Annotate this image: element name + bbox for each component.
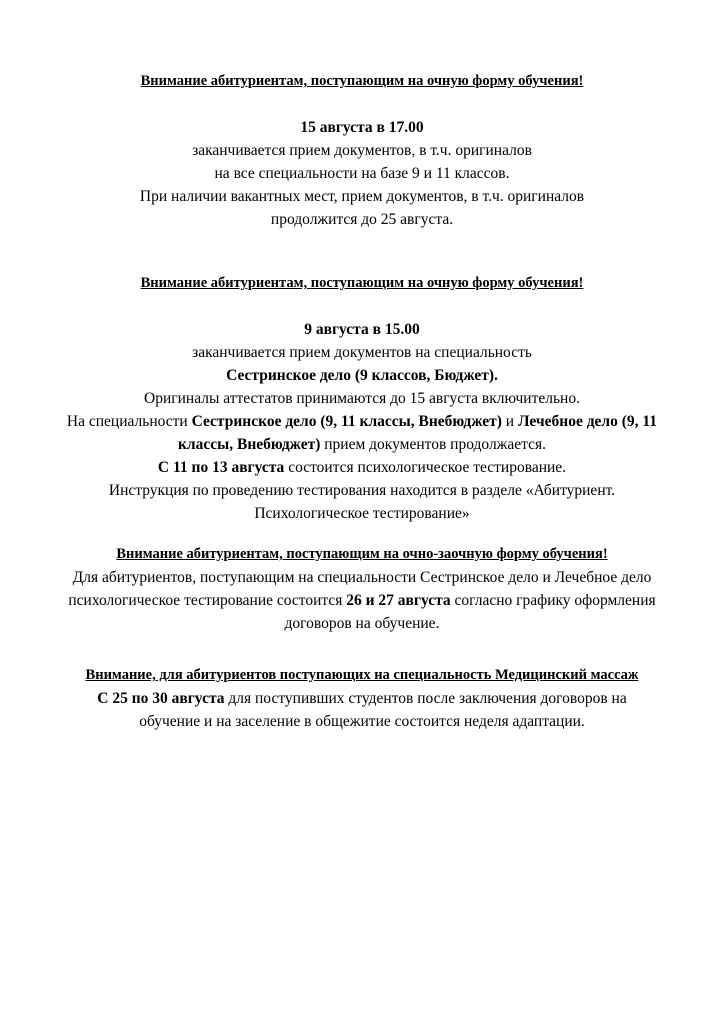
- text-line: При наличии вакантных мест, прием документов, в т.ч. оригиналов: [139, 188, 585, 205]
- section-massage: [30, 664, 694, 733]
- text-line: Для абитуриентов, поступающим на специальности Сестринское дело и Лечебное дело: [72, 569, 652, 586]
- text-line: Инструкция по проведению тестирования находится в разделе «Абитуриент.: [108, 482, 616, 499]
- section-heading: Внимание, для абитуриентов поступающих на специальность Медицинский массаж: [85, 667, 639, 683]
- section-part-time: [30, 543, 694, 635]
- text-line: С 11 по 13 августа состоится психологическое тестирование.: [157, 459, 567, 476]
- section-heading: Внимание абитуриентам, поступающим на очно-заочную форму обучения!: [116, 546, 608, 562]
- text-line: заканчивается прием документов на специальность: [192, 344, 532, 361]
- text-line: На специальности Сестринское дело (9, 11 классы, Внебюджет) и Лечебное дело (9, 11: [66, 413, 658, 430]
- section-heading: Внимание абитуриентам, поступающим на очную форму обучения!: [140, 275, 584, 291]
- text-line: психологическое тестирование состоится 26 и 27 августа согласно графику оформления: [68, 592, 656, 609]
- text-line: С 25 по 30 августа для поступивших студентов после заключения договоров на: [97, 690, 627, 707]
- section-full-time-deadline: [30, 70, 694, 231]
- section-nursing-deadline: [30, 272, 694, 525]
- text-line: Психологическое тестирование»: [254, 505, 470, 522]
- specialty-name: Сестринское дело (9 классов, Бюджет).: [226, 367, 498, 384]
- deadline-date: 9 августа в 15.00: [304, 321, 420, 338]
- text-line: Оригиналы аттестатов принимаются до 15 августа включительно.: [144, 390, 580, 407]
- section-heading: Внимание абитуриентам, поступающим на очную форму обучения!: [140, 73, 584, 89]
- text-line: обучение и на заселение в общежитие состоится неделя адаптации.: [139, 713, 585, 730]
- text-line: классы, Внебюджет) прием документов продолжается.: [178, 436, 546, 453]
- deadline-date: 15 августа в 17.00: [300, 119, 424, 136]
- text-line: заканчивается прием документов, в т.ч. оригиналов: [192, 142, 532, 159]
- text-line: договоров на обучение.: [284, 615, 440, 632]
- text-line: продолжится до 25 августа.: [270, 211, 454, 228]
- text-line: на все специальности на базе 9 и 11 классов.: [214, 165, 510, 182]
